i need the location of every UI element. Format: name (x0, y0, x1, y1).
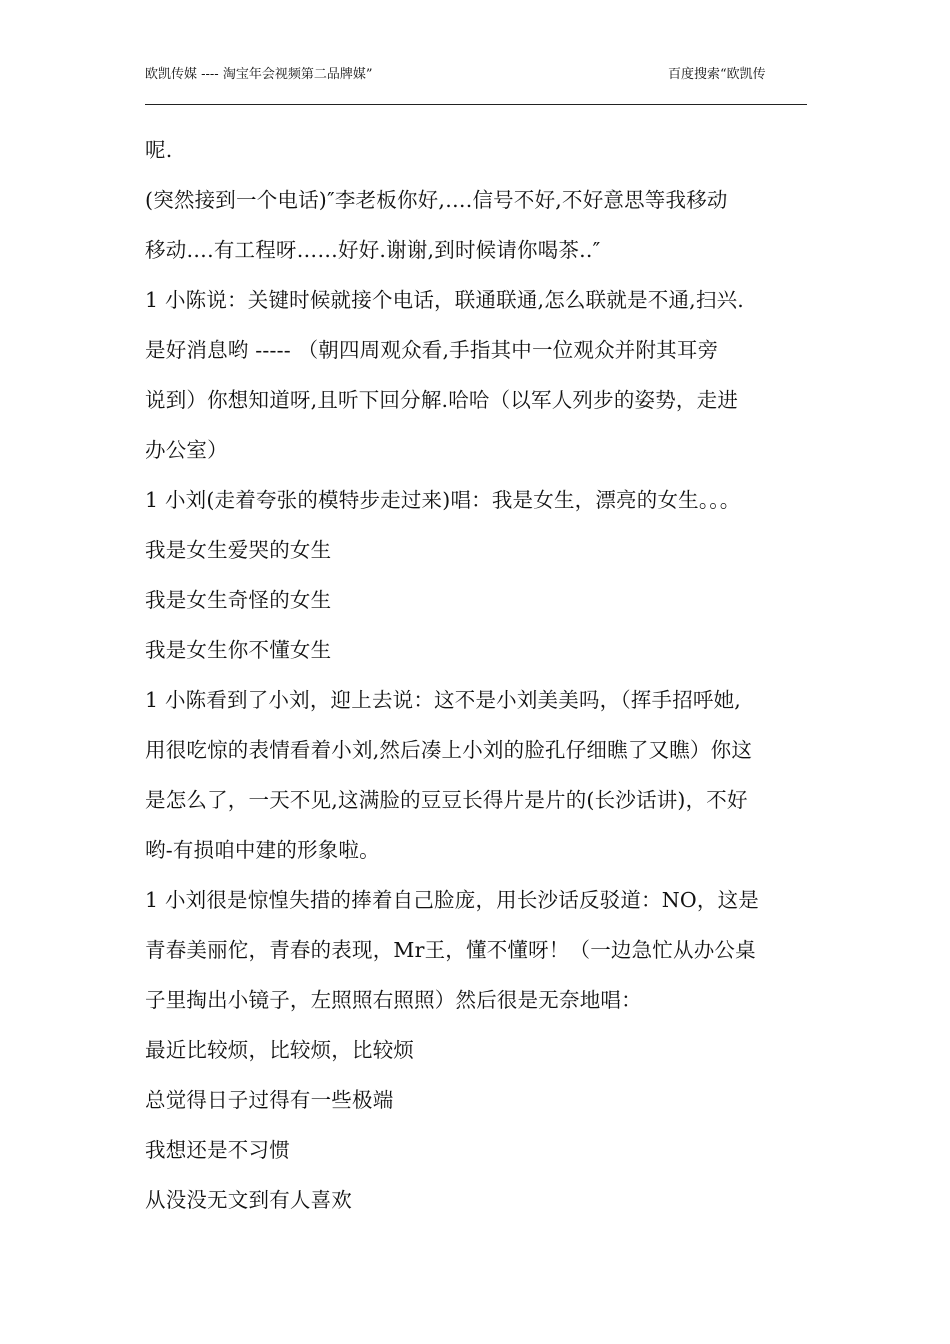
page-header (145, 66, 807, 105)
body-line: 1 小陈说：关键时候就接个电话，联通联通,怎么联就是不通,扫兴. (145, 288, 745, 312)
body-line: 我是女生奇怪的女生 (145, 588, 332, 612)
body-line: 青春美丽佗，青春的表现，Mr王，懂不懂呀！（一边急忙从办公桌 (145, 938, 756, 962)
header-left-text: 欧凯传媒 ---- 淘宝年会视频第二品牌媒” (145, 67, 373, 82)
body-line: 用很吃惊的表情看着小刘,然后凑上小刘的脸孔仔细瞧了又瞧）你这 (145, 738, 753, 762)
body-line: 从没没无文到有人喜欢 (145, 1188, 352, 1212)
body-line: 哟-有损咱中建的形象啦。 (145, 838, 380, 862)
body-line: 是怎么了，一天不见,这满脸的豆豆长得片是片的(长沙话讲)，不好 (145, 788, 748, 812)
body-line: 我是女生你不懂女生 (145, 638, 332, 662)
body-line: 1 小陈看到了小刘，迎上去说：这不是小刘美美吗，（挥手招呼她, (145, 688, 742, 712)
body-line: 说到）你想知道呀,且听下回分解.哈哈（以军人列步的姿势，走进 (145, 388, 739, 412)
body-line: 呢. (145, 138, 173, 162)
body-line: 办公室） (145, 438, 228, 462)
script-body (145, 125, 815, 1225)
header-right-text: 百度搜索“欧凯传 (668, 67, 766, 82)
body-line: 最近比较烦，比较烦，比较烦 (145, 1038, 415, 1062)
body-line: 总觉得日子过得有一些极端 (145, 1088, 394, 1112)
body-line: (突然接到一个电话)″李老板你好,….信号不好,不好意思等我移动 (145, 188, 728, 212)
body-line: 是好消息哟 ----- （朝四周观众看,手指其中一位观众并附其耳旁 (145, 338, 719, 362)
body-line: 1 小刘(走着夸张的模特步走过来)唱：我是女生，漂亮的女生。。。 (145, 488, 741, 512)
body-line: 我是女生爱哭的女生 (145, 538, 332, 562)
body-line: 1 小刘很是惊惶失措的捧着自己脸庞，用长沙话反驳道：NO，这是 (145, 888, 760, 912)
body-line: 子里掏出小镜子，左照照右照照）然后很是无奈地唱： (145, 988, 642, 1012)
body-line: 我想还是不习惯 (145, 1138, 290, 1162)
body-line: 移动….有工程呀……好好.谢谢,到时候请你喝茶..″ (145, 238, 601, 262)
